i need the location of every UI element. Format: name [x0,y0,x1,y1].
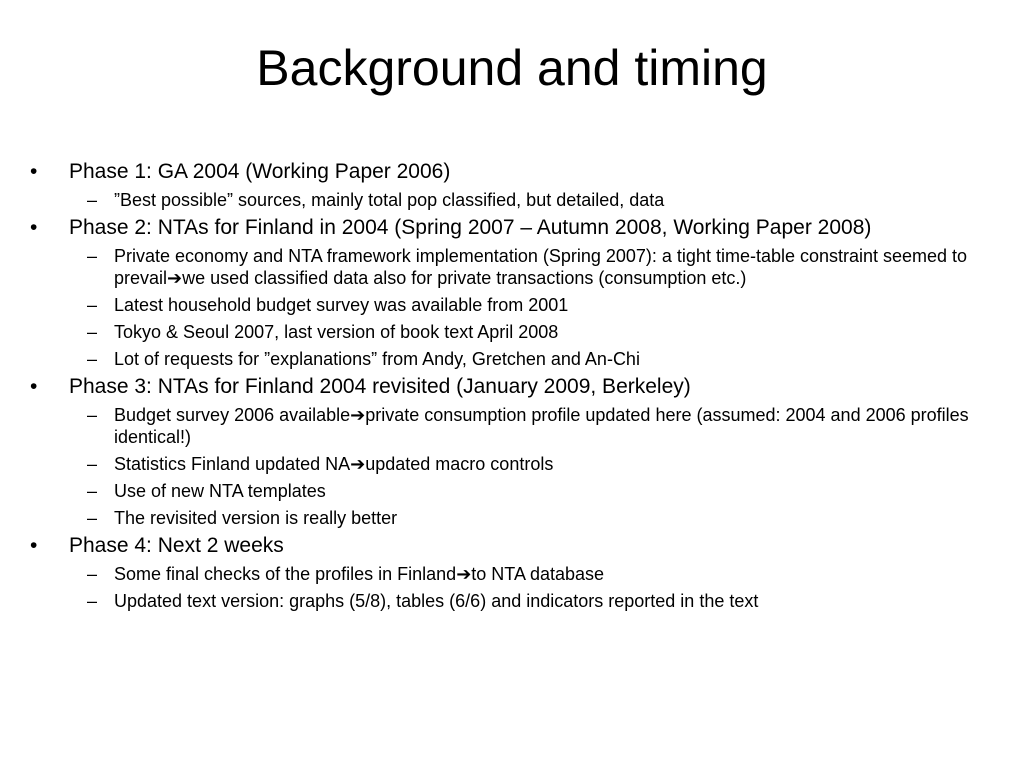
dash-icon: – [87,481,98,501]
sub-bullet-text: Statistics Finland updated NA [114,454,351,474]
sub-bullet-item [0,563,1024,585]
sub-bullet-item [0,189,1024,211]
sub-bullet-text: Budget survey 2006 available [114,405,351,425]
arrow-right-icon: ➔ [456,564,472,584]
sub-bullet-text: Latest household budget survey was available from 2001 [114,295,569,315]
arrow-right-icon: ➔ [350,454,366,474]
arrow-right-icon: ➔ [167,268,183,288]
sub-bullet-item [0,294,1024,316]
dash-icon: – [87,190,98,210]
bullet-dot-icon: • [30,216,38,239]
bullet-item-phase-1 [0,160,1024,184]
dash-icon: – [87,508,98,528]
dash-icon: – [87,349,98,369]
dash-icon: – [87,322,98,342]
sub-bullet-text: Private economy and NTA framework implementation (Spring 2007): a tight time-table constraint seemed to prevail [114,246,968,288]
dash-icon: – [87,564,98,584]
sub-bullet-text: Lot of requests for ”explanations” from Andy, Gretchen and An-Chi [114,349,640,369]
bullet-list [0,160,1024,617]
slide-title: Background and timing [256,40,768,96]
bullet-text: Phase 4: Next 2 weeks [69,534,284,557]
sub-bullet-text: The revisited version is really better [114,508,398,528]
sub-bullet-item [0,590,1024,612]
sub-bullet-item [0,321,1024,343]
dash-icon: – [87,246,98,266]
dash-icon: – [87,454,98,474]
bullet-item-phase-2 [0,216,1024,240]
sub-bullet-item [0,348,1024,370]
bullet-dot-icon: • [30,375,38,398]
bullet-dot-icon: • [30,160,38,183]
sub-bullet-text: Updated text version: graphs (5/8), tables (6/6) and indicators reported in the text [114,591,759,611]
sub-bullet-text: Use of new NTA templates [114,481,326,501]
sub-bullet-item [0,404,1024,448]
sub-bullet-item [0,480,1024,502]
dash-icon: – [87,405,98,425]
bullet-item-phase-3 [0,375,1024,399]
sub-bullet-text-after-arrow: private consumption profile updated here (assumed: 2004 and 2006 profiles identical!) [114,405,969,447]
dash-icon: – [87,591,98,611]
sub-bullet-text: ”Best possible” sources, mainly total pop classified, but detailed, data [114,190,665,210]
arrow-right-icon: ➔ [350,405,366,425]
bullet-text: Phase 2: NTAs for Finland in 2004 (Spring 2007 – Autumn 2008, Working Paper 2008) [69,216,872,239]
bullet-dot-icon: • [30,534,38,557]
sub-bullet-text: Some final checks of the profiles in Finland [114,564,457,584]
sub-bullet-text: Tokyo & Seoul 2007, last version of book text April 2008 [114,322,559,342]
bullet-text: Phase 3: NTAs for Finland 2004 revisited (January 2009, Berkeley) [69,375,691,398]
sub-bullet-item [0,245,1024,289]
bullet-text: Phase 1: GA 2004 (Working Paper 2006) [69,160,451,183]
sub-bullet-item [0,453,1024,475]
dash-icon: – [87,295,98,315]
sub-bullet-item [0,507,1024,529]
bullet-item-phase-4 [0,534,1024,558]
sub-bullet-text-after-arrow: we used classified data also for private transactions (consumption etc.) [182,268,747,288]
sub-bullet-text-after-arrow: to NTA database [471,564,605,584]
sub-bullet-text-after-arrow: updated macro controls [365,454,554,474]
